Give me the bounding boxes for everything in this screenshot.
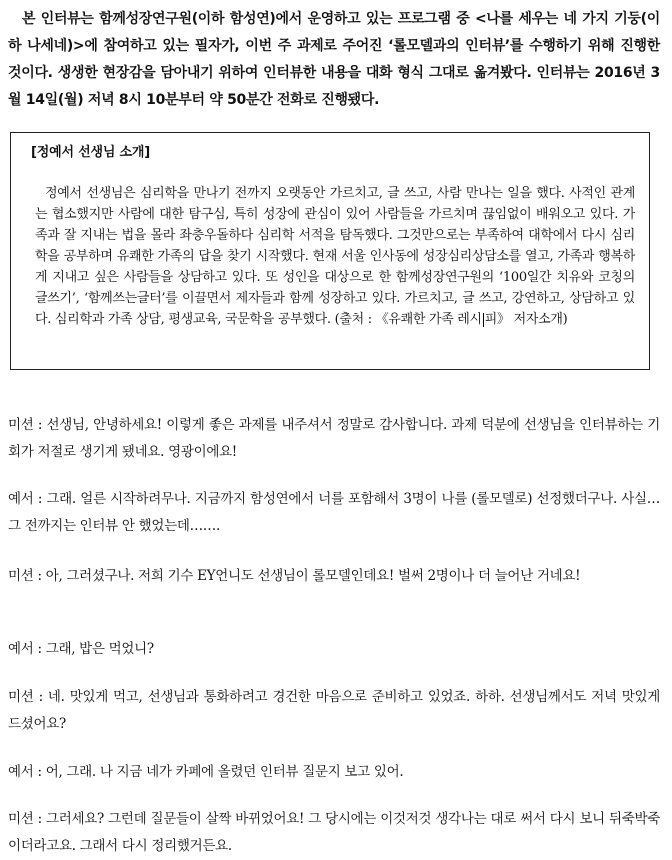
dialogue-line: 예서 : 그래. 얼른 시작하려무나. 지금까지 함성연에서 너를 포함해서 3명이 나를 (롤모델로) 선정했더구나. 사실… 그 전까지는 인터뷰 안 했었는데……. bbox=[8, 491, 660, 534]
dialogue-line: 미션 : 아, 그러셨구나. 저희 기수 EY언니도 선생님이 롤모델인데요! 벌써 2명이나 더 늘어난 거네요! bbox=[8, 568, 581, 584]
bio-body bbox=[35, 183, 635, 330]
intro-paragraph: 본 인터뷰는 함께성장연구원(이하 함성연)에서 운영하고 있는 프로그램 중 <나를 세우는 네 가지 기둥(이하 나세네)>에 참여하고 있는 필자가, 이번 주 과제로 주어진 ‘롤모델과의 인터뷰’를 수행하기 위해 진행한 것이다. 생생한 현장감을 담아내기 위하여 인터뷰한 내용을 대화 형식 그대로 옮겨봤다. 인터뷰는 2016년 3월 14일(월) 저녁 8시 10분부터 약 50분간 전화로 진행됐다. bbox=[8, 11, 660, 108]
dialogue-line: 미션 : 네. 맛있게 먹고, 선생님과 통화하려고 경건한 마음으로 준비하고 있었죠. 하하. 선생님께서도 저녁 맛있게 드셨어요? bbox=[8, 689, 660, 732]
dialogue-line: 미션 : 선생님, 안녕하세요! 이렇게 좋은 과제를 내주셔서 정말로 감사합니다. 과제 덕분에 선생님을 인터뷰하는 기회가 저절로 생기게 됐네요. 영광이에요! bbox=[8, 417, 660, 460]
text-cursor bbox=[483, 313, 484, 327]
bio-box bbox=[10, 132, 650, 370]
dialogue-line: 미션 : 그러세요? 그런데 질문들이 살짝 바뀌었어요! 그 당시에는 이것저것 생각나는 대로 써서 다시 보니 뒤죽박죽이더라고요. 그래서 다시 정리했거든요. bbox=[8, 811, 660, 854]
bio-body-text: 정예서 선생님은 심리학을 만나기 전까지 오랫동안 가르치고, 글 쓰고, 사람 만나는 일을 했다. 사적인 관계는 협소했지만 사람에 대한 탐구심, 특히 성장에 관심이 있어 사람들을 가르치며 끊임없이 배워오고 있다. 가족과 잘 지내는 법을 몰라 좌충우돌하다 심리학 서적을 탐독했다. 그것만으로는 부족하여 대학에서 다시 심리학을 공부하며 유쾌한 가족의 답을 찾기 시작했다. 현재 서울 인사동에 성장심리상담소를 열고, 가족과 행복하게 지내고 싶은 사람들을 상담하고 있다. 또 성인을 대상으로 한 함께성장연구원의 ‘100일간 치유와 코칭의 글쓰기’, ‘함께쓰는글터’를 이끌면서 제자들과 함께 성장하고 있다. 가르치고, 글 쓰고, 강연하고, 상담하고 있다. 심리학과 가족 상담, 평생교육, 국문학을 공부했다. (출처 : 《유쾌한 가족 레시 bbox=[35, 186, 635, 327]
bio-title: [정예서 선생님 소개] bbox=[31, 145, 150, 160]
dialogue-line: 예서 : 그래, 밥은 먹었니? bbox=[8, 641, 154, 657]
bio-body-end: 피》 저자소개) bbox=[484, 312, 568, 327]
dialogue-line: 예서 : 어, 그래. 나 지금 네가 카페에 올렸던 인터뷰 질문지 보고 있어. bbox=[8, 764, 404, 780]
